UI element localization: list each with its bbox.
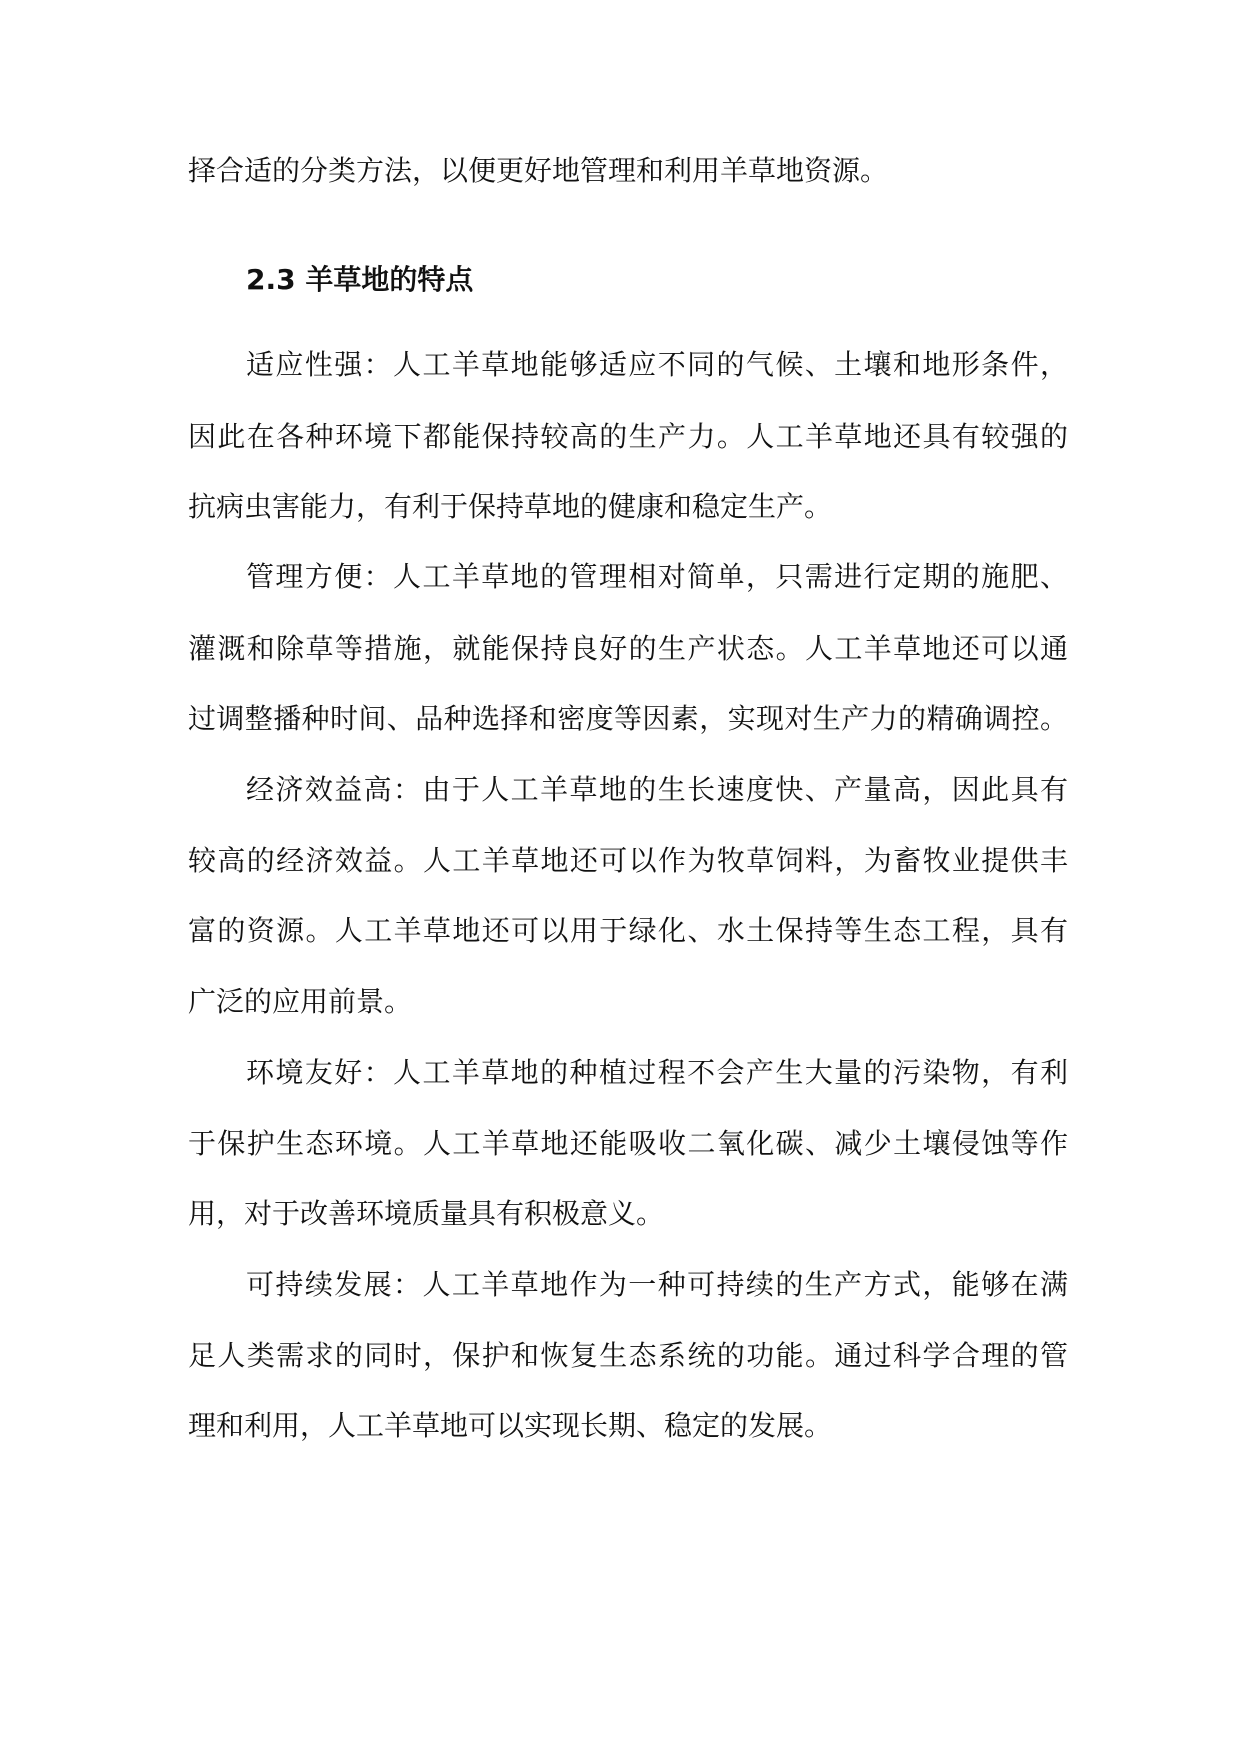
paragraph-line: 理和利用，人工羊草地可以实现长期、稳定的发展。 [188, 1409, 833, 1442]
section-heading: 2.3 羊草地的特点 [246, 263, 474, 296]
paragraph-line: 管理方便：人工羊草地的管理相对简单，只需进行定期的施肥、 [246, 560, 1068, 593]
continuation-text: 择合适的分类方法，以便更好地管理和利用羊草地资源。 [188, 154, 889, 187]
paragraph-line: 抗病虫害能力，有利于保持草地的健康和稳定生产。 [188, 490, 833, 523]
paragraph-line: 过调整播种时间、品种选择和密度等因素，实现对生产力的精确调控。 [188, 702, 1068, 735]
paragraph-line: 经济效益高：由于人工羊草地的生长速度快、产量高，因此具有 [246, 773, 1068, 806]
paragraph-line: 因此在各种环境下都能保持较高的生产力。人工羊草地还具有较强的 [188, 420, 1068, 453]
paragraph-line: 用，对于改善环境质量具有积极意义。 [188, 1197, 665, 1230]
paragraph-line: 足人类需求的同时，保护和恢复生态系统的功能。通过科学合理的管 [188, 1339, 1068, 1372]
paragraph-line: 于保护生态环境。人工羊草地还能吸收二氧化碳、减少土壤侵蚀等作 [188, 1127, 1068, 1160]
paragraph-line: 可持续发展：人工羊草地作为一种可持续的生产方式，能够在满 [246, 1268, 1068, 1301]
paragraph-line: 适应性强：人工羊草地能够适应不同的气候、土壤和地形条件， [246, 348, 1068, 381]
paragraph-line: 富的资源。人工羊草地还可以用于绿化、水土保持等生态工程，具有 [188, 914, 1068, 947]
paragraph-line: 环境友好：人工羊草地的种植过程不会产生大量的污染物，有利 [246, 1056, 1068, 1089]
paragraph-line: 灌溉和除草等措施，就能保持良好的生产状态。人工羊草地还可以通 [188, 632, 1068, 665]
paragraph-line: 较高的经济效益。人工羊草地还可以作为牧草饲料，为畜牧业提供丰 [188, 844, 1068, 877]
paragraph-line: 广泛的应用前景。 [188, 985, 413, 1018]
